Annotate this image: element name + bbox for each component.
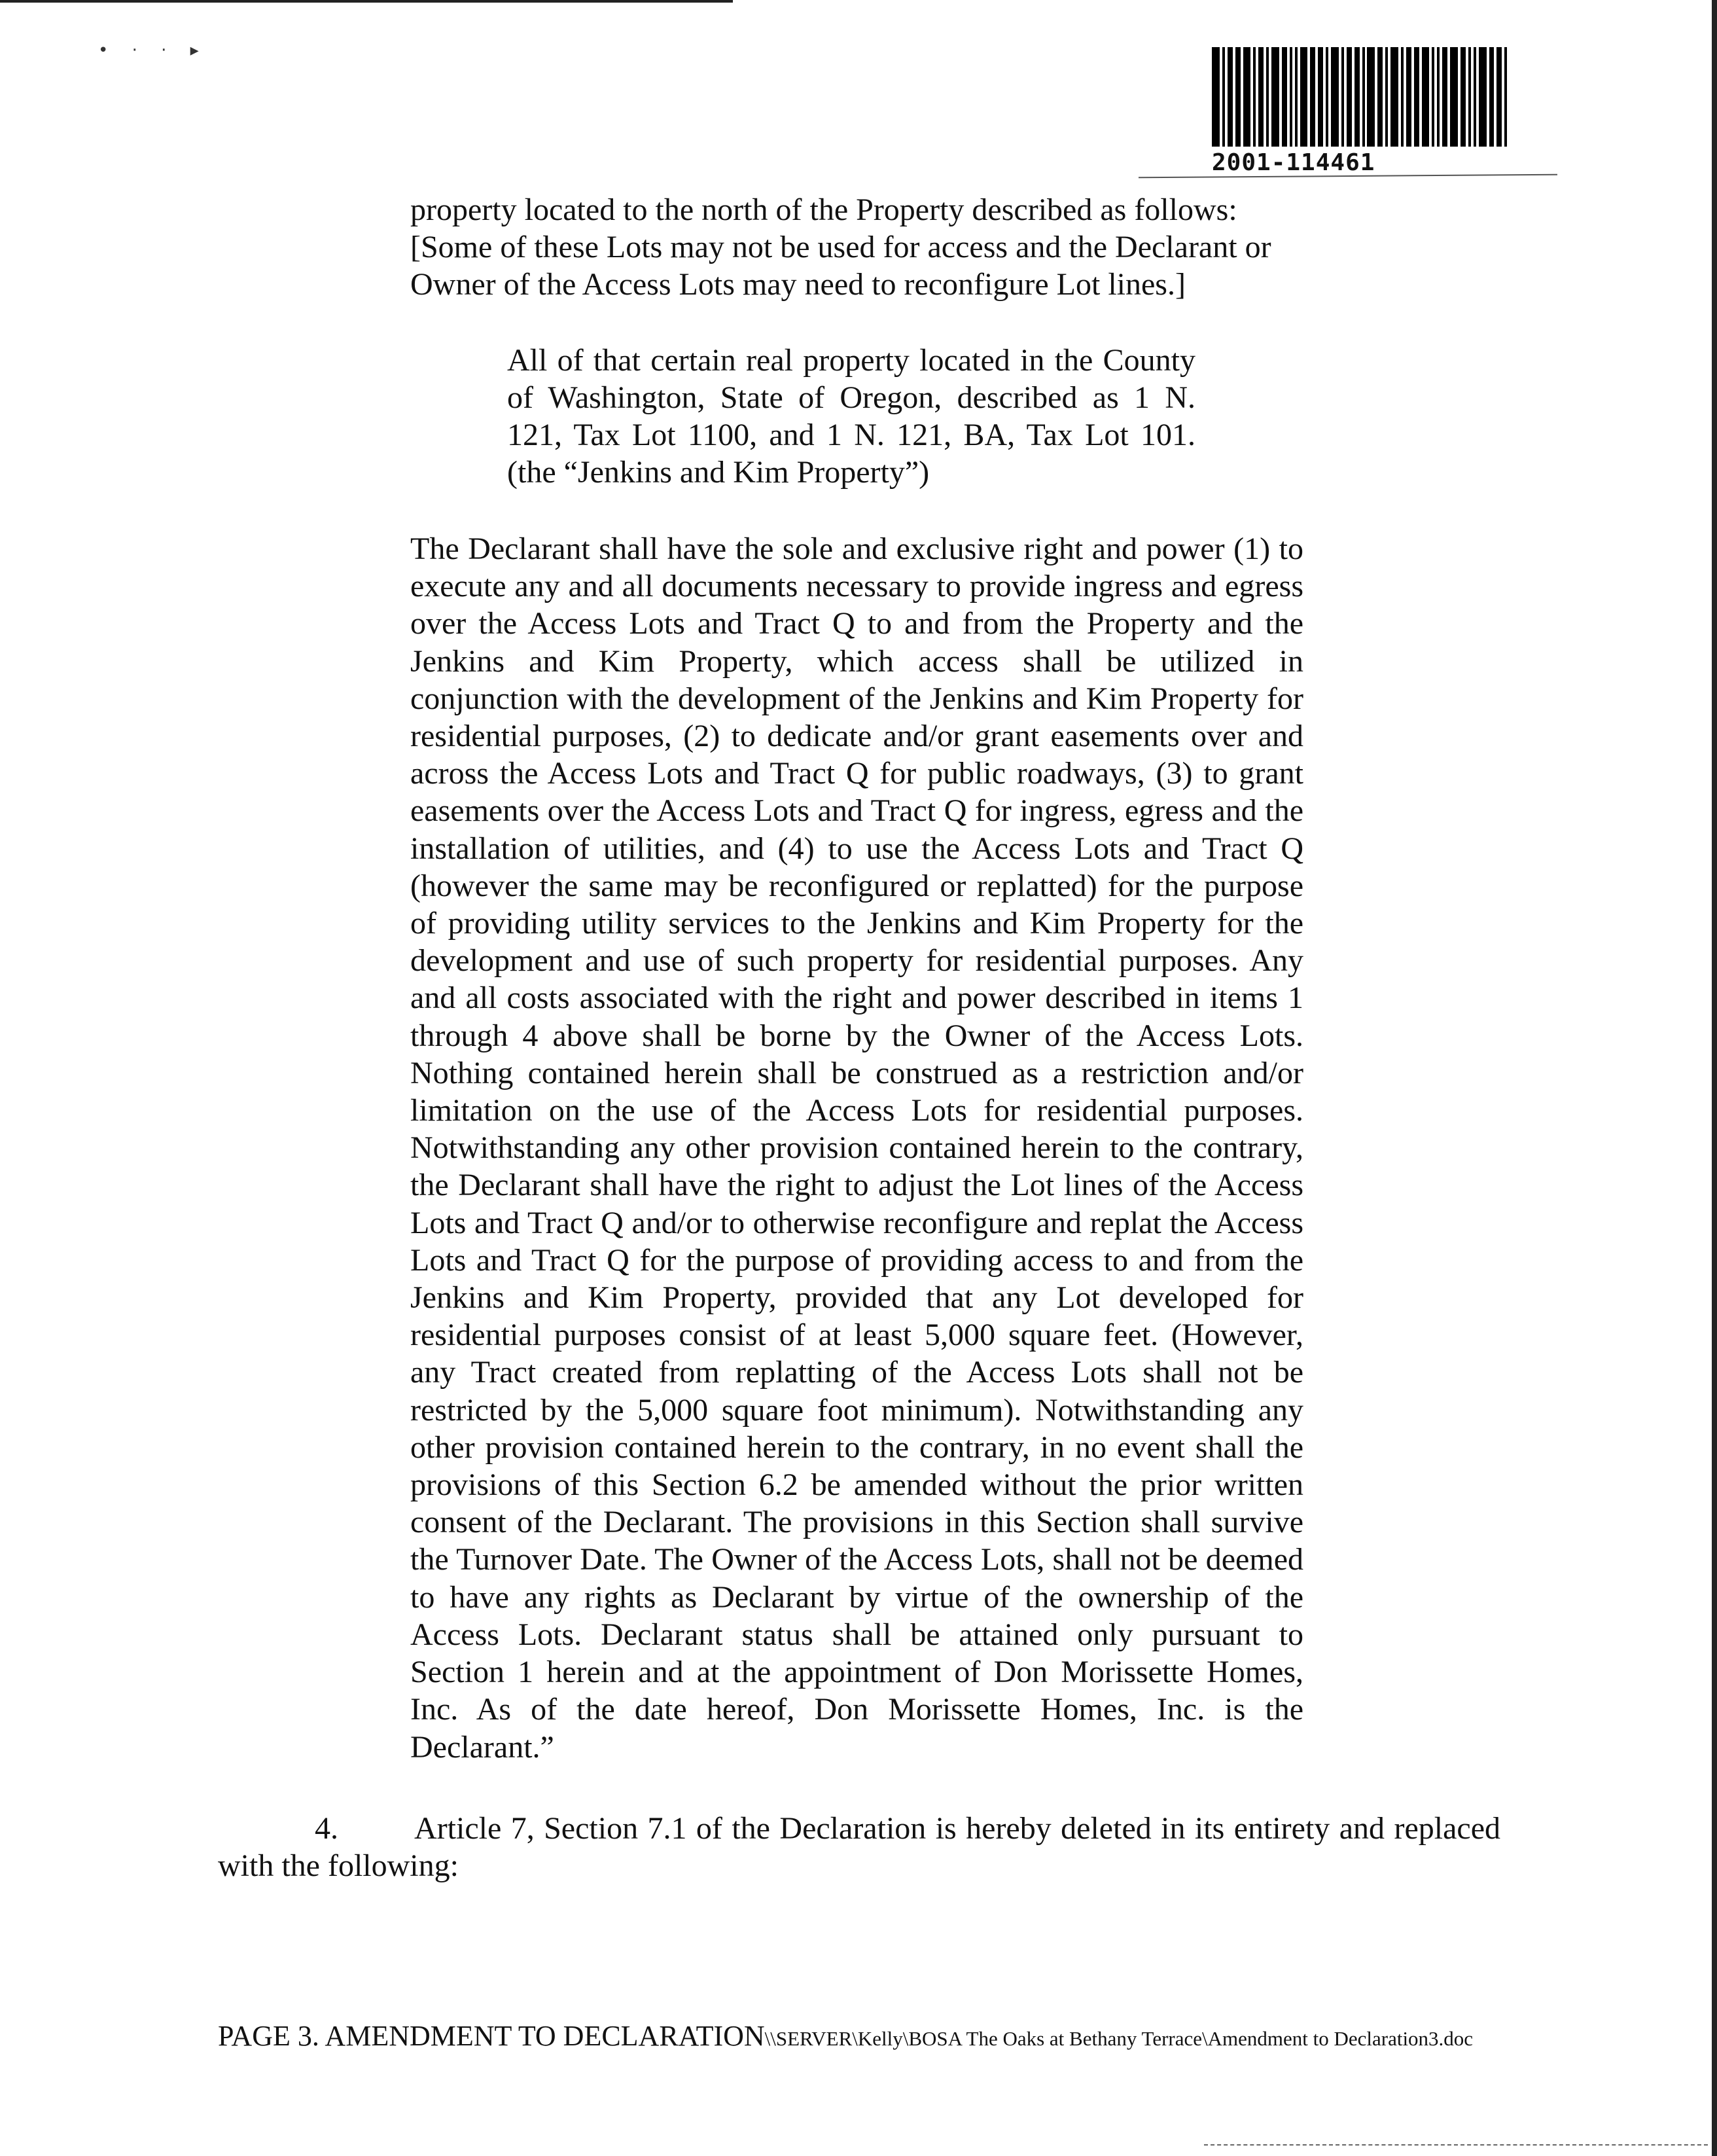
barcode-bar: [1468, 47, 1471, 147]
item-4-text: Article 7, Section 7.1 of the Declaration is hereby deleted in its entirety and replaced with the following:: [218, 1811, 1500, 1883]
barcode-bar: [1354, 47, 1360, 147]
barcode-bar: [1432, 47, 1434, 147]
barcode-bar: [1385, 47, 1388, 147]
barcode-bar: [1377, 47, 1383, 147]
barcode-bar: [1474, 47, 1476, 147]
barcode-bar: [1414, 47, 1419, 147]
scan-right-edge: [1712, 0, 1717, 2156]
lead-paragraph: property located to the north of the Property described as follows: [Some of these Lots may not be used for access and the Declarant or Owner of the Access Lots may need to reconfigure Lot lines.]: [410, 192, 1271, 302]
barcode-bar: [1460, 47, 1466, 147]
legal-description: All of that certain real property located in the County of Washington, State of Oregon, described as 1 N. 121, Tax Lot 1100, and 1 N. 121, BA, Tax Lot 101. (the “Jenkins and Kim Property”): [507, 343, 1195, 490]
barcode-bar: [1489, 47, 1495, 147]
barcode-bar: [1367, 47, 1375, 147]
barcode-bars: [1212, 47, 1510, 147]
barcode-bar: [1442, 47, 1447, 147]
scan-specks: • · · ▸: [98, 41, 208, 60]
footer-file-path: \\SERVER\Kelly\BOSA The Oaks at Bethany Terrace\Amendment to Declaration3.doc: [764, 2027, 1474, 2050]
barcode-bar: [1496, 47, 1502, 147]
barcode-bar: [1222, 47, 1225, 147]
recording-number: 2001-114461: [1212, 149, 1375, 176]
barcode-bar: [1341, 47, 1344, 147]
barcode-bar: [1504, 47, 1507, 147]
barcode-bar: [1406, 47, 1411, 147]
barcode-bar: [1422, 47, 1430, 147]
barcode-bar: [1295, 47, 1298, 147]
barcode-bar: [1282, 47, 1287, 147]
barcode-bar: [1212, 47, 1220, 147]
barcode-bar: [1450, 47, 1458, 147]
barcode-bar: [1331, 47, 1339, 147]
barcode-bar: [1390, 47, 1398, 147]
item-4-paragraph: [218, 1810, 1500, 1884]
barcode-bar: [1243, 47, 1251, 147]
barcode-bar: [1290, 47, 1292, 147]
barcode-bar: [1228, 47, 1233, 147]
scan-top-rule: [0, 0, 733, 3]
recording-barcode: [1212, 47, 1510, 176]
scan-bottom-dashes: [1204, 2144, 1708, 2147]
item-4-number: 4.: [315, 1811, 338, 1846]
barcode-bar: [1437, 47, 1440, 147]
barcode-bar: [1479, 47, 1487, 147]
barcode-bar: [1253, 47, 1256, 147]
barcode-bar: [1266, 47, 1269, 147]
barcode-bar: [1310, 47, 1315, 147]
barcode-bar: [1300, 47, 1308, 147]
barcode-bar: [1258, 47, 1264, 147]
barcode-bar: [1347, 47, 1352, 147]
barcode-bar: [1362, 47, 1365, 147]
declarant-rights-paragraph: The Declarant shall have the sole and exclusive right and power (1) to execute any and all documents necessary to provide ingress and egress over the Access Lots and Tract Q to and from the Property and the Jenkins and Kim Property, which access shall be utilized in conjunction with the development of the Jenkins and Kim Property for residential purposes, (2) to dedicate and/or grant easements over and across the Access Lots and Tract Q for public roadways, (3) to grant easements over the Access Lots and Tract Q for ingress, egress and the installation of utilities, and (4) to use the Access Lots and Tract Q (however the same may be reconfigured or replatted) for the purpose of providing utility services to the Jenkins and Kim Property for the development and use of such property for residential purposes. Any and all costs associated with the right and power described in items 1 through 4 above shall be borne by the Owner of the Access Lots. Nothing contained herein shall be construed as a restriction and/or limitation on the use of the Access Lots for residential purposes. Notwithstanding any other provision contained herein to the contrary, the Declarant shall have the right to adjust the Lot lines of the Access Lots and Tract Q and/or to otherwise reconfigure and replat the Access Lots and Tract Q for the purpose of providing access to and from the Jenkins and Kim Property, provided that any Lot developed for residential purposes consist of at least 5,000 square feet. (However, any Tract created from replatting of the Access Lots shall not be restricted by the 5,000 square foot minimum). Notwithstanding any other provision contained herein to the contrary, in no event shall the provisions of this Section 6.2 be amended without the prior written consent of the Declarant. The provisions in this Section shall survive the Turnover Date. The Owner of the Access Lots, shall not be deemed to have any rights as Declarant by virtue of the ownership of the Access Lots. Declarant status shall be attained only pursuant to Section 1 herein and at the appointment of Don Morissette Homes, Inc. As of the date hereof, Don Morissette Homes, Inc. is the Declarant.”: [410, 531, 1303, 1765]
barcode-bar: [1235, 47, 1241, 147]
page-footer: [218, 2019, 1473, 2053]
footer-page-label: PAGE 3. AMENDMENT TO DECLARATION: [218, 2020, 765, 2052]
barcode-bar: [1326, 47, 1328, 147]
barcode-bar: [1318, 47, 1323, 147]
barcode-bar: [1401, 47, 1404, 147]
barcode-bar: [1271, 47, 1279, 147]
